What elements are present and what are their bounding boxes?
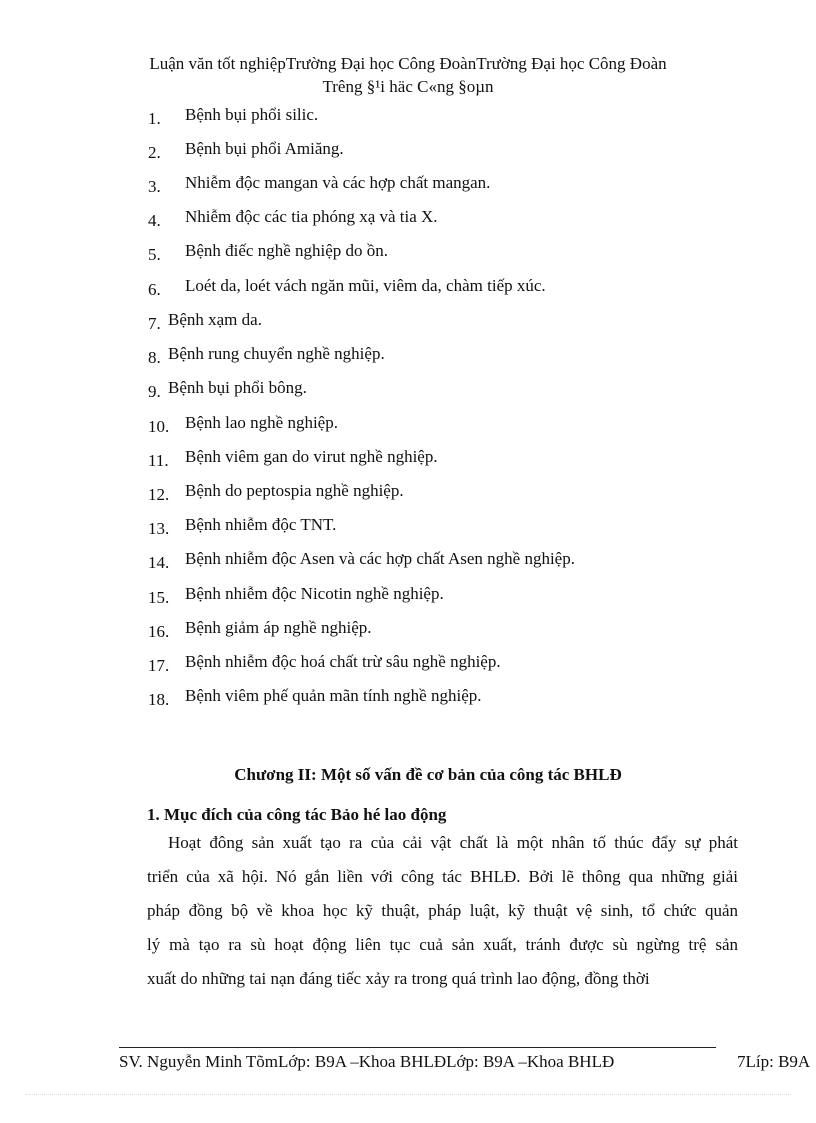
list-item-text: Nhiễm độc mangan và các hợp chất mangan. [185,173,491,192]
footer-class-label: Líp: B9A [745,1052,811,1071]
paragraph-line: pháp đồng bộ về khoa học kỹ thuật, pháp luật, kỹ thuật vệ sinh, tổ chức quản [147,901,738,920]
list-item-number: 7. [148,314,161,333]
paragraph-line: xuất do những tai nạn đáng tiếc xảy ra trong quá trình lao động, đồng thời [147,969,650,988]
list-item-text: Bệnh bụi phổi Amiăng. [185,139,344,158]
list-item-text: Bệnh viêm phế quản mãn tính nghề nghiệp. [185,686,482,705]
list-item-text: Bệnh nhiễm độc hoá chất trừ sâu nghề nghiệp. [185,652,501,671]
list-item-number: 11. [148,451,169,470]
list-item-text: Bệnh bụi phổi bông. [168,378,307,397]
footer-rule [119,1047,716,1048]
list-item-text: Bệnh viêm gan do virut nghề nghiệp. [185,447,438,466]
list-item-text: Bệnh rung chuyển nghề nghiệp. [168,344,385,363]
list-item-text: Bệnh nhiễm độc TNT. [185,515,337,534]
list-item-number: 13. [148,519,170,538]
list-item-number: 12. [148,485,170,504]
list-item-text: Bệnh nhiễm độc Nicotin nghề nghiệp. [185,584,444,603]
footer-text: SV. Nguyễn Minh TõmLớp: B9A –Khoa BHLĐLớp: B9A –Khoa BHLĐ [119,1052,615,1071]
list-item-number: 18. [148,690,170,709]
running-header-line-1: Luận văn tốt nghiệpTrường Đại học Công ĐoànTrường Đại học Công Đoàn [149,54,667,73]
list-item-text: Bệnh nhiễm độc Asen và các hợp chất Asen nghề nghiệp. [185,549,575,568]
list-item-number: 9. [148,382,161,401]
list-item-text: Bệnh do peptospia nghề nghiệp. [185,481,404,500]
paragraph-line: triển của xã hội. Nó gắn liền với công tác BHLĐ. Bởi lẽ thông qua những giải [147,867,738,886]
list-item-text: Bệnh xạm da. [168,310,262,329]
list-item-number: 14. [148,553,170,572]
list-item-number: 16. [148,622,170,641]
page-number: 7 [737,1052,746,1071]
list-item-text: Nhiễm độc các tia phóng xạ và tia X. [185,207,438,226]
list-item-number: 1. [148,109,161,128]
page-edge-dotted-line [25,1094,791,1095]
list-item-text: Bệnh giảm áp nghề nghiệp. [185,618,372,637]
list-item-number: 15. [148,588,170,607]
list-item-text: Bệnh lao nghề nghiệp. [185,413,338,432]
paragraph-line: lý mà tạo ra sù hoạt động liên tục cuả sản xuất, tránh được sù ngừng trệ sản [147,935,738,954]
list-item-number: 17. [148,656,170,675]
body-paragraph [147,829,738,999]
list-item-text: Bệnh bụi phổi silic. [185,105,319,124]
list-item-number: 2. [148,143,161,162]
list-item-text: Loét da, loét vách ngăn mũi, viêm da, chàm tiếp xúc. [185,276,546,295]
running-header-line-2: Trêng §¹i häc C«ng §oµn [322,77,494,96]
list-item-number: 6. [148,280,161,299]
list-item-number: 8. [148,348,161,367]
list-item-number: 3. [148,177,161,196]
chapter-title: Chương II: Một số vấn đề cơ bản của công tác BHLĐ [234,765,622,784]
list-item-text: Bệnh điếc nghề nghiệp do ồn. [185,241,389,260]
section-heading: 1. Mục đích của công tác Bảo hé lao động [147,805,447,824]
list-item-number: 10. [148,417,170,436]
footer-right [737,1052,810,1072]
list-item-number: 4. [148,211,161,230]
paragraph-line: Hoạt đông sản xuất tạo ra của cải vật chất là một nhân tố thúc đẩy sự phát [168,833,738,852]
list-item-number: 5. [148,245,161,264]
